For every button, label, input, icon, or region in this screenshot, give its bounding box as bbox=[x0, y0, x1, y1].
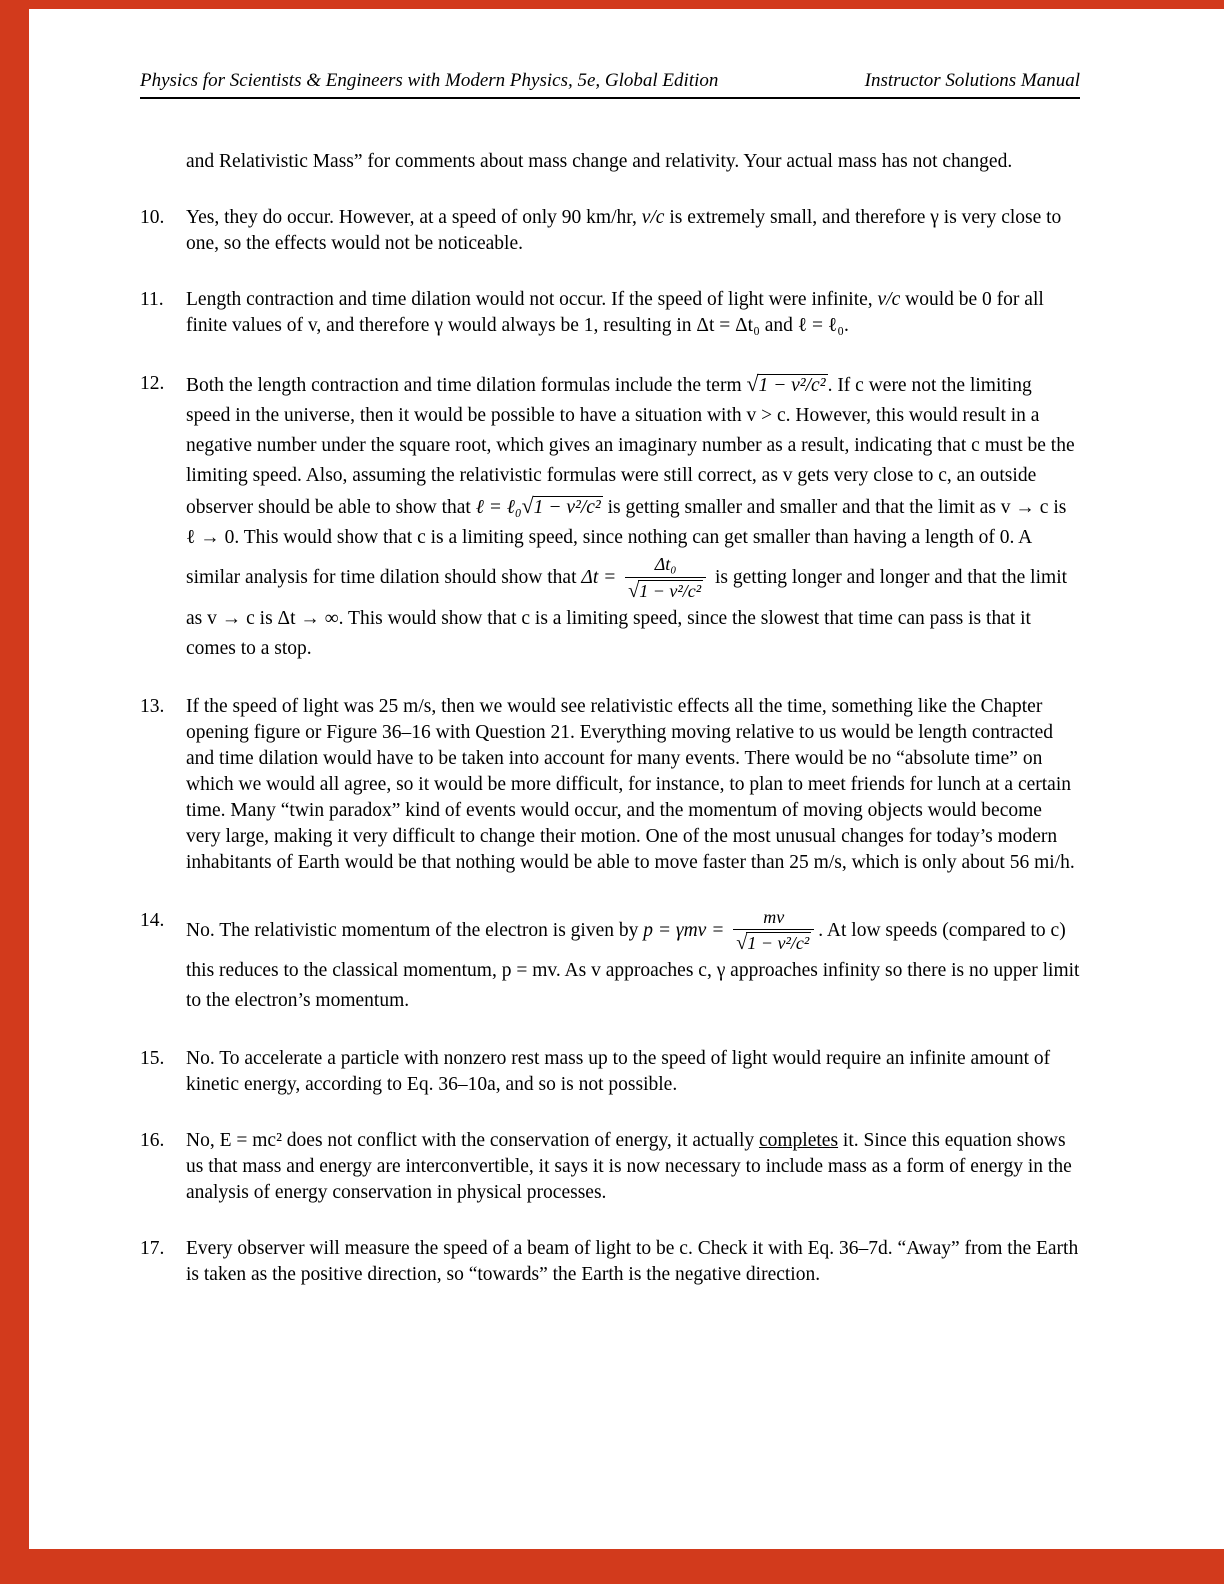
page-edge-top-stripe bbox=[0, 0, 1224, 9]
sqrt-argument: 1 − v²/c² bbox=[747, 933, 810, 954]
question-item-16 bbox=[140, 1128, 1080, 1206]
sqrt-expression bbox=[521, 494, 603, 518]
sqrt-expression bbox=[628, 581, 703, 601]
question-number: 17. bbox=[140, 1238, 165, 1260]
question-text bbox=[186, 205, 1080, 257]
question-number: 16. bbox=[140, 1130, 165, 1152]
sqrt-argument: 1 − v²/c² bbox=[639, 580, 702, 601]
text-segment: Length contraction and time dilation would not occur. If the speed of light were infinite, bbox=[186, 289, 878, 310]
question-item-14 bbox=[140, 906, 1080, 1017]
question-number: 15. bbox=[140, 1048, 165, 1070]
question-text bbox=[186, 694, 1080, 876]
header-book-title: Physics for Scientists & Engineers with Modern Physics, 5e, Global Edition bbox=[140, 70, 719, 91]
question-number: 12. bbox=[140, 373, 165, 394]
text-segment: No. To accelerate a particle with nonzero rest mass up to the speed of light would require an infinite amount of kinetic energy, according to Eq. 36–10a, and so is not possible. bbox=[186, 1048, 1051, 1096]
page-content bbox=[140, 70, 1080, 1288]
text-segment: No, E = mc² does not conflict with the conservation of energy, it actually bbox=[186, 1130, 759, 1152]
text-segment: is getting longer and longer and that the limit as v → c is Δt → ∞. This would show that c is a limiting speed, since the slowest that time can pass is that it comes to a stop. bbox=[186, 566, 1068, 659]
math-length-equation: ℓ = ℓ₀ bbox=[475, 497, 522, 518]
radical-sign-icon: √ bbox=[521, 494, 534, 518]
header-manual-title: Instructor Solutions Manual bbox=[864, 70, 1080, 91]
text-segment: . If c were not the limiting speed in the universe, then it would be possible to have a situation with v > c. However, this would result in a negative number under the square root, which gives an imaginary number as a result, indicating that c must be the limiting speed. Also, assuming the relativistic formulas were still correct, as v gets very close to c, an outside observer should be able to show that bbox=[186, 375, 1075, 518]
text-segment: would be 0 for all finite values of v, and therefore γ would always be 1, resulting in Δt = Δt₀ and ℓ = ℓ₀. bbox=[186, 289, 1044, 336]
text-segment: is getting smaller and smaller and that the limit as v → c is ℓ → 0. This would show that c is a limiting speed, since nothing can get smaller than having a length of 0. A similar analysis for time dilation should show that bbox=[186, 497, 1067, 588]
text-segment: If the speed of light was 25 m/s, then we would see relativistic effects all the time, something like the Chapter opening figure or Figure 36–16 with Question 21. Everything moving relative to us would be length contracted and time dilation would have to be taken into account for many events. There would be no “absolute time” on which we would all agree, so it would be more difficult, for instance, to plan to meet friends for lunch at a certain time. Many “twin paradox” kind of events would occur, and the momentum of moving objects would become very large, making it very difficult to change their motion. One of the most unusual changes for today’s modern inhabitants of Earth would be that nothing would be able to move faster than 25 m/s, which is only about 56 mi/h. bbox=[186, 695, 1075, 873]
question-number: 14. bbox=[140, 909, 165, 931]
question-number: 11. bbox=[140, 289, 164, 310]
sqrt-argument: 1 − v²/c² bbox=[758, 375, 826, 396]
fraction-numerator: Δt₀ bbox=[625, 553, 706, 578]
radical-sign-icon: √ bbox=[736, 932, 748, 955]
emphasized-word: completes bbox=[758, 1130, 839, 1152]
question-number: 13. bbox=[140, 695, 165, 717]
math-momentum-equation: p = γmv = bbox=[643, 919, 730, 941]
question-text bbox=[186, 1128, 1080, 1206]
question-item-10 bbox=[140, 205, 1080, 257]
intro-paragraph: and Relativistic Mass” for comments about mass change and relativity. Your actual mass has not changed. bbox=[186, 151, 1013, 172]
fraction-denominator bbox=[625, 578, 706, 604]
text-segment: Both the length contraction and time dilation formulas include the term bbox=[186, 375, 747, 396]
sqrt-expression bbox=[746, 372, 827, 396]
question-item-11 bbox=[140, 287, 1080, 339]
question-text bbox=[186, 1236, 1080, 1288]
math-delta-t-equals: Δt = bbox=[581, 566, 622, 588]
fraction-numerator: mv bbox=[733, 906, 814, 931]
radical-sign-icon: √ bbox=[628, 579, 640, 602]
page-edge-bottom-stripe bbox=[0, 1549, 1224, 1584]
page-header bbox=[140, 70, 1080, 99]
question-item-13 bbox=[140, 694, 1080, 876]
text-segment: Yes, they do occur. However, at a speed of only 90 km/hr, bbox=[186, 207, 642, 228]
text-segment: No. The relativistic momentum of the electron is given by bbox=[186, 919, 644, 941]
sqrt-argument: 1 − v²/c² bbox=[533, 497, 601, 518]
question-text bbox=[186, 906, 1080, 1017]
text-segment: . At low speeds (compared to c) this reduces to the classical momentum, p = mv. As v approaches c, γ approaches infinity so there is no upper limit to the electron’s momentum. bbox=[186, 919, 1080, 1012]
question-item-17 bbox=[140, 1236, 1080, 1288]
math-v-over-c: v/c bbox=[641, 207, 665, 228]
fraction-denominator bbox=[733, 930, 814, 956]
time-dilation-fraction bbox=[625, 553, 706, 604]
math-v-over-c: v/c bbox=[877, 289, 901, 310]
text-segment: is extremely small, and therefore γ is very close to one, so the effects would not be noticeable. bbox=[186, 207, 1062, 254]
text-segment: it. Since this equation shows us that mass and energy are interconvertible, it says it is now necessary to include mass as a form of energy in the analysis of energy conservation in physical processes. bbox=[186, 1130, 1072, 1204]
question-item-15 bbox=[140, 1046, 1080, 1098]
question-text bbox=[186, 369, 1080, 664]
text-segment: Every observer will measure the speed of a beam of light to be c. Check it with Eq. 36–7d. “Away” from the Earth is taken as the positive direction, so “towards” the Earth is the negative direction. bbox=[186, 1238, 1079, 1286]
sqrt-expression bbox=[736, 933, 811, 953]
radical-sign-icon: √ bbox=[746, 372, 759, 396]
question-text bbox=[186, 1046, 1080, 1098]
question-item-12 bbox=[140, 369, 1080, 664]
question-number: 10. bbox=[140, 207, 165, 228]
page-edge-left-stripe bbox=[0, 0, 29, 1584]
momentum-fraction bbox=[733, 906, 814, 957]
question-text bbox=[186, 287, 1080, 339]
